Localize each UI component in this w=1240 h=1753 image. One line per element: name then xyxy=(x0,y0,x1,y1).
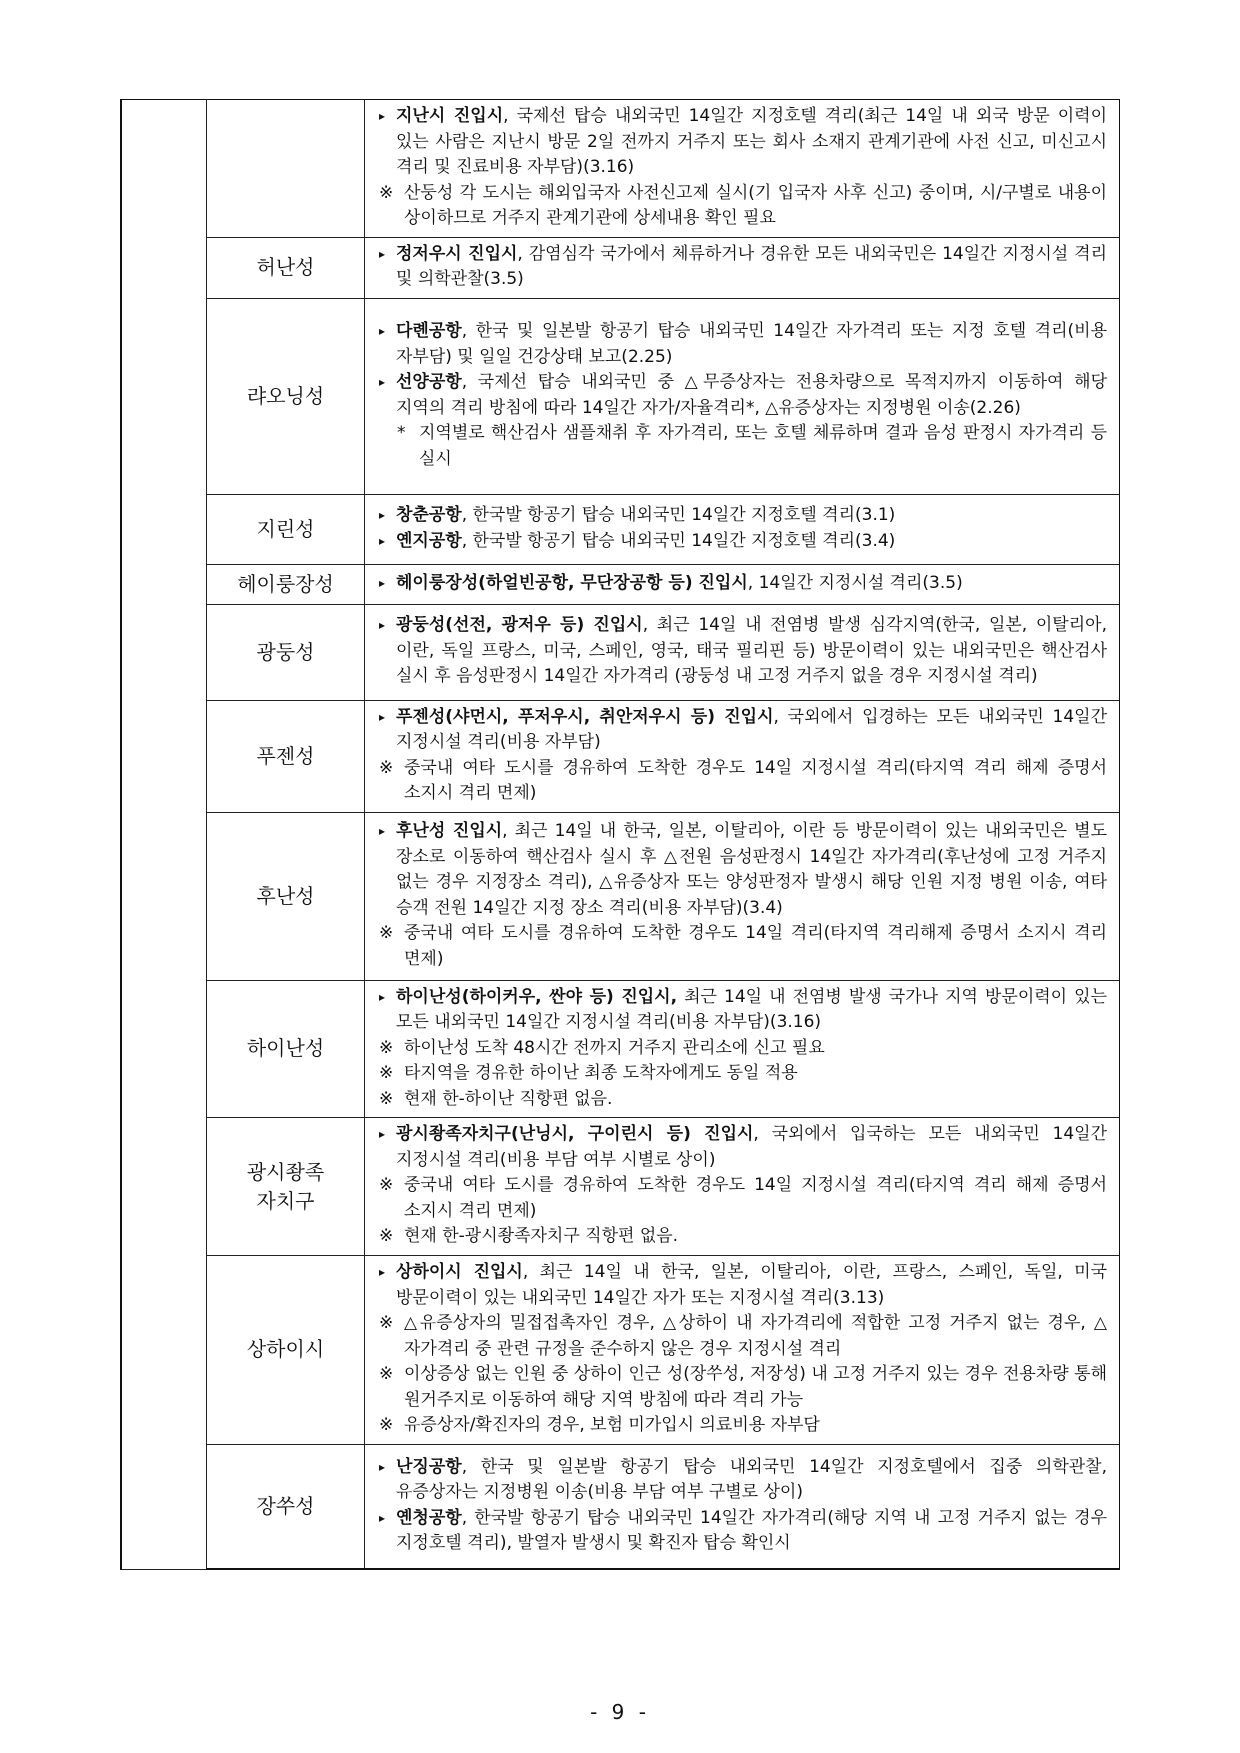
triangle-bullet-icon: ▸ xyxy=(379,1459,386,1474)
triangle-bullet-icon: ▸ xyxy=(379,989,386,1004)
policy-content-cell xyxy=(365,604,1120,700)
table-row xyxy=(121,494,1120,564)
policy-footnote xyxy=(379,421,1107,472)
policy-content-cell xyxy=(365,700,1120,812)
region-name: 푸젠성 xyxy=(256,743,315,768)
policy-text: , 최근 14일 내 한국, 일본, 이탈리아, 이란 등 방문이력이 있는 내외국민은 별도 장소로 이동하여 핵산검사 실시 후 △전원 음성판정시 14일간 자가격리(후난성에 고정 거주지 없는 경우 지정장소 격리), △유증상자 또는 양성판정자 발생시 해당 인원 지정 병원 이송, 여타 승객 전원 14일간 지정 장소 격리(비용 자부담)(3.4) xyxy=(396,821,1107,918)
policy-text: , 최근 14일 내 한국, 일본, 이탈리아, 이란, 프랑스, 스페인, 독일, 미국 방문이력이 있는 내외국민 14일간 자가 또는 지정시설 격리(3.13) xyxy=(396,1262,1108,1308)
table-row xyxy=(121,100,1120,238)
policy-text: 중국내 여타 도시를 경유하여 도착한 경우도 14일 지정시설 격리(타지역 격리 해제 증명서 소지시 격리 면제) xyxy=(404,1175,1107,1221)
region-cell xyxy=(207,604,365,700)
table-row xyxy=(121,980,1120,1118)
policy-bullet xyxy=(379,571,1107,597)
policy-keyword: 옌지공항 xyxy=(396,530,462,551)
table-row xyxy=(121,237,1120,298)
policy-content-cell xyxy=(365,1256,1120,1445)
table-row xyxy=(121,298,1120,494)
policy-text: , 한국발 항공기 탑승 내외국민 14일간 자가격리(해당 지역 내 고정 거주지 없는 경우 지정호텔 격리), 발열자 발생시 및 확진자 탑승 확인시 xyxy=(396,1507,1107,1554)
policy-text: 이상증상 없는 인원 중 상하이 인근 성(장쑤성, 저장성) 내 고정 거주지 있는 경우 전용차량 통해 원거주지로 이동하여 해당 지역 방침에 따라 격리 가능 xyxy=(404,1364,1107,1410)
table-row xyxy=(121,700,1120,812)
policy-note xyxy=(379,1173,1107,1224)
policy-keyword: 하이난성(하이커우, 싼야 등) 진입시, xyxy=(396,986,678,1007)
region-name: 허난성 xyxy=(256,255,315,279)
triangle-bullet-icon: ▸ xyxy=(379,824,386,838)
region-name: 광시좡족 xyxy=(246,1159,325,1184)
policy-bullet xyxy=(379,613,1107,690)
region-cell xyxy=(207,980,365,1118)
policy-bullet xyxy=(379,319,1107,370)
region-cell xyxy=(207,100,365,238)
policy-text: , 국외에서 입경하는 모든 내외국민 14일간 지정시설 격리(비용 자부담) xyxy=(396,706,1107,752)
policy-text: , 한국발 항공기 탑승 내외국민 14일간 지정호텔 격리(3.4) xyxy=(461,530,896,551)
policy-bullet xyxy=(379,705,1107,756)
policy-text: , 최근 14일 내 전염병 발생 심각지역(한국, 일본, 이탈리아, 이란, 독일 프랑스, 미국, 스페인, 영국, 태국 필리핀 등) 방문이력이 있는 내외국민은 핵산검사 실시 후 음성판정시 14일간 자가격리 (광둥성 내 고정 거주지 없을 경우 지정시설 격리) xyxy=(396,615,1107,687)
policy-text: , 한국 및 일본발 항공기 탑승 내외국민 14일간 자가격리 또는 지정 호텔 격리(비용 자부담) 및 일일 건강상태 보고(2.25) xyxy=(396,321,1107,367)
reference-mark-icon: ※ xyxy=(379,1313,394,1333)
region-name: 헤이룽장성 xyxy=(237,571,334,596)
policy-text: 중국내 여타 도시를 경유하여 도착한 경우도 14일 지정시설 격리(타지역 격리 해제 증명서 소지시 격리 면제) xyxy=(404,757,1107,803)
reference-mark-icon: ※ xyxy=(379,1175,394,1196)
policy-text: 지역별로 핵산검사 샘플채취 후 자가격리, 또는 호텔 체류하며 결과 음성 판정시 자가격리 등 실시 xyxy=(419,423,1107,469)
policy-note xyxy=(379,1362,1107,1413)
reference-mark-icon: ※ xyxy=(379,1088,394,1109)
policy-bullet xyxy=(379,1260,1107,1311)
policy-bullet xyxy=(379,104,1107,181)
policy-keyword: 옌청공항 xyxy=(396,1507,462,1528)
policy-text: , 국제선 탑승 내외국민 중 △무증상자는 전용차량으로 목적지까지 이동하여 해당 지역의 격리 방침에 따라 14일간 자가/자율격리*, △유증상자는 지정병원 이송(2.26) xyxy=(396,372,1107,418)
triangle-bullet-icon: ▸ xyxy=(379,1127,386,1142)
region-cell xyxy=(207,494,365,564)
triangle-bullet-icon: ▸ xyxy=(379,533,386,548)
policy-keyword: 헤이룽장성(하얼빈공항, 무단장공항 등) 진입시 xyxy=(396,572,748,593)
policy-text: 현재 한-광시좡족자치구 직항편 없음. xyxy=(404,1226,679,1247)
policy-text: △유증상자의 밀접접촉자인 경우, △상하이 내 자가격리에 적합한 고정 거주지 없는 경우, △자가격리 중 관련 규정을 준수하지 않은 경우 지정시설 격리 xyxy=(404,1313,1107,1359)
region-cell xyxy=(207,237,365,298)
table-row xyxy=(121,1118,1120,1256)
reference-mark-icon: ※ xyxy=(379,923,394,943)
table-row xyxy=(121,564,1120,604)
asterisk-icon: * xyxy=(397,423,406,443)
region-cell xyxy=(207,1256,365,1445)
triangle-bullet-icon: ▸ xyxy=(379,109,386,123)
table-row xyxy=(121,604,1120,700)
policy-keyword: 다롄공항 xyxy=(396,321,462,341)
policy-content-cell xyxy=(365,237,1120,298)
policy-keyword: 난징공항 xyxy=(396,1456,462,1477)
policy-content-cell xyxy=(365,980,1120,1118)
policy-bullet xyxy=(379,1455,1107,1506)
region-cell xyxy=(207,1118,365,1256)
triangle-bullet-icon: ▸ xyxy=(379,1510,386,1525)
triangle-bullet-icon: ▸ xyxy=(379,618,386,633)
policy-bullet xyxy=(379,819,1107,921)
policy-keyword: 광시좡족자치구(난닝시, 구이린시 등) 진입시 xyxy=(396,1124,754,1145)
table-row xyxy=(121,1444,1120,1569)
triangle-bullet-icon: ▸ xyxy=(379,1265,386,1279)
policy-keyword: 상하이시 진입시 xyxy=(396,1262,523,1282)
policy-note xyxy=(379,756,1107,807)
policy-text: 하이난성 도착 48시간 전까지 거주지 관리소에 신고 필요 xyxy=(404,1037,825,1058)
policy-content-cell xyxy=(365,100,1120,238)
policy-bullet xyxy=(379,503,1107,529)
triangle-bullet-icon: ▸ xyxy=(379,375,386,389)
region-cell xyxy=(207,700,365,812)
policy-bullet xyxy=(379,370,1107,421)
policy-text: 타지역을 경유한 하이난 최종 도착자에게도 동일 적용 xyxy=(404,1063,798,1083)
policy-note xyxy=(379,921,1107,972)
reference-mark-icon: ※ xyxy=(379,757,394,778)
policy-note xyxy=(379,1413,1107,1439)
region-cell xyxy=(207,298,365,494)
policy-content-cell xyxy=(365,1118,1120,1256)
policy-text: , 한국발 항공기 탑승 내외국민 14일간 지정호텔 격리(3.1) xyxy=(461,505,896,525)
policy-text: , 감염심각 국가에서 체류하거나 경유한 모든 내외국민은 14일간 지정시설 격리 및 의학관찰(3.5) xyxy=(396,243,1107,289)
policy-keyword: 선양공항 xyxy=(396,372,462,392)
quarantine-policy-table xyxy=(120,99,1120,1570)
policy-content-cell xyxy=(365,564,1120,604)
reference-mark-icon: ※ xyxy=(379,1364,394,1384)
region-name: 후난성 xyxy=(256,883,315,908)
policy-keyword: 푸젠성(샤먼시, 푸저우시, 취안저우시 등) 진입시 xyxy=(396,706,774,727)
region-name: 랴오닝성 xyxy=(246,383,325,408)
reference-mark-icon: ※ xyxy=(379,1226,394,1247)
policy-content-cell xyxy=(365,812,1120,980)
policy-content-cell xyxy=(365,298,1120,494)
region-name: 장쑤성 xyxy=(256,1493,315,1518)
policy-keyword: 후난성 진입시 xyxy=(396,821,503,841)
policy-note xyxy=(379,1311,1107,1362)
policy-text: 최근 14일 내 전염병 발생 국가나 지역 방문이력이 있는 모든 내외국민 14일간 지정시설 격리(비용 자부담)(3.16) xyxy=(396,986,1107,1032)
triangle-bullet-icon: ▸ xyxy=(379,324,386,338)
policy-note xyxy=(379,1061,1107,1087)
region-name: 상하이시 xyxy=(246,1337,325,1362)
policy-text: 중국내 여타 도시를 경유하여 도착한 경우도 14일 격리(타지역 격리해제 증명서 소지시 격리 면제) xyxy=(404,923,1107,969)
region-name: 하이난성 xyxy=(246,1036,325,1061)
policy-text: , 국외에서 입국하는 모든 내외국민 14일간 지정시설 격리(비용 부담 여부 시별로 상이) xyxy=(396,1124,1107,1170)
region-cell xyxy=(207,564,365,604)
policy-note xyxy=(379,1224,1107,1250)
table-row xyxy=(121,1256,1120,1445)
region-name: 자치구 xyxy=(256,1188,315,1213)
triangle-bullet-icon: ▸ xyxy=(379,575,386,590)
region-cell xyxy=(207,1444,365,1569)
policy-bullet xyxy=(379,1122,1107,1173)
policy-text: 현재 한-하이난 직항편 없음. xyxy=(404,1088,613,1109)
policy-keyword: 광둥성(선전, 광저우 등) 진입시 xyxy=(396,615,643,636)
reference-mark-icon: ※ xyxy=(379,182,394,203)
page-number: - 9 - xyxy=(590,1700,650,1724)
triangle-bullet-icon: ▸ xyxy=(379,508,386,522)
region-name: 광둥성 xyxy=(256,639,315,664)
policy-text: 유증상자/확진자의 경우, 보험 미가입시 의료비용 자부담 xyxy=(404,1415,820,1435)
policy-text: , 14일간 지정시설 격리(3.5) xyxy=(747,572,963,593)
policy-text: , 국제선 탑승 내외국민 14일간 지정호텔 격리(최근 14일 내 외국 방문 이력이 있는 사람은 지난시 방문 2일 전까지 거주지 또는 회사 소재지 관계기관에 사전 신고, 미신고시 격리 및 진료비용 자부담)(3.16) xyxy=(396,106,1108,177)
reference-mark-icon: ※ xyxy=(379,1063,394,1083)
region-cell xyxy=(207,812,365,980)
reference-mark-icon: ※ xyxy=(379,1415,394,1435)
policy-bullet xyxy=(379,1506,1107,1557)
policy-keyword: 창춘공항 xyxy=(396,505,462,525)
policy-note xyxy=(379,181,1107,232)
triangle-bullet-icon: ▸ xyxy=(379,246,386,261)
outer-category-cell xyxy=(121,100,207,1570)
policy-bullet xyxy=(379,985,1107,1036)
policy-note xyxy=(379,1087,1107,1113)
policy-text: 산둥성 각 도시는 해외입국자 사전신고제 실시(기 입국자 사후 신고) 중이며, 시/구별로 내용이 상이하므로 거주지 관계기관에 상세내용 확인 필요 xyxy=(404,182,1107,228)
policy-text: , 한국 및 일본발 항공기 탑승 내외국민 14일간 지정호텔에서 집중 의학관찰, 유증상자는 지정병원 이송(비용 부담 여부 구별로 상이) xyxy=(396,1456,1107,1503)
policy-keyword: 정저우시 진입시 xyxy=(396,243,518,264)
reference-mark-icon: ※ xyxy=(379,1037,394,1058)
policy-content-cell xyxy=(365,494,1120,564)
policy-bullet xyxy=(379,242,1107,293)
policy-content-cell xyxy=(365,1444,1120,1569)
table-row xyxy=(121,812,1120,980)
policy-bullet xyxy=(379,529,1107,555)
policy-note xyxy=(379,1036,1107,1062)
triangle-bullet-icon: ▸ xyxy=(379,709,386,724)
region-name: 지린성 xyxy=(256,516,315,541)
policy-keyword: 지난시 진입시 xyxy=(396,106,504,126)
